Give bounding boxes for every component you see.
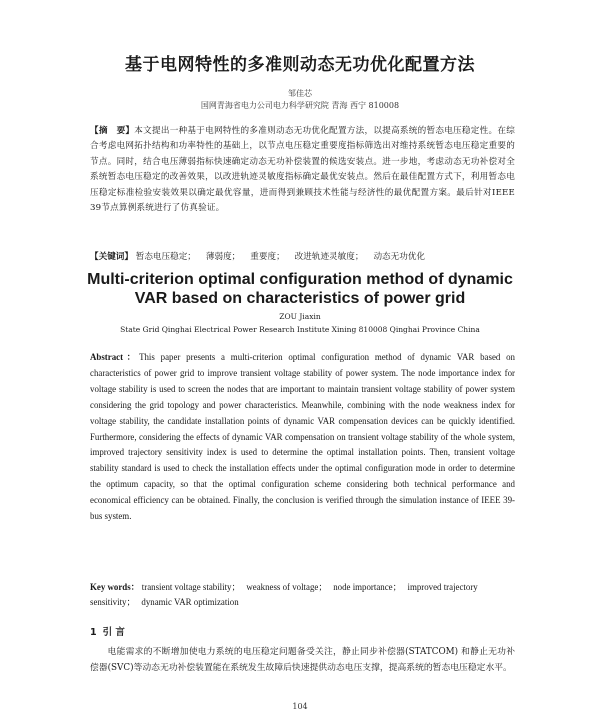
english-keyword: weakness of voltage； (246, 582, 328, 592)
chinese-author: 邹佳芯 (288, 89, 312, 98)
chinese-affiliation: 国网青海省电力公司电力科学研究院 青海 西宁 810008 (200, 101, 400, 110)
section-heading (90, 624, 125, 638)
chinese-abstract (90, 124, 515, 216)
chinese-keywords-label: 【关键词】 (90, 252, 133, 262)
chinese-title: 基于电网特性的多准则动态无功优化配置方法 (125, 55, 475, 75)
english-author: ZOU Jiaxin (279, 312, 321, 321)
english-abstract-text: This paper presents a multi-criterion optimal configuration method of dynamic VAR based on characteristics of power grid to improve transient voltage stability of power system. The node importance index for voltage stability is used to screen the nodes that are important to maintain transient voltage stability of power system considering the grid topology and power characteristics. Meanwhile, combining with the node weakness index for voltage stability, the candidate installation points of dynamic VAR compensation devices can be quickly identified. Furthermore, considering the effects of dynamic VAR compensation on transient voltage stability of the whole system, improved trajectory sensitivity index is used to determine the optimal installation points. Then, transient voltage stability standard is used to check the installation effects under the optimal configuration mode in order to determine the optimum capacity, so that the optimal configuration scheme considering both technical performance and economical efficiency can be obtained. Finally, the conclusion is verified through the simulation instance of IEEE 39-bus system. (90, 352, 515, 522)
chinese-keyword: 改进轨迹灵敏度； (294, 252, 364, 262)
english-abstract (90, 350, 515, 525)
english-keyword: node importance； (333, 582, 402, 592)
section-title: 引 言 (102, 627, 125, 638)
english-title-line-1: Multi-criterion optimal configuration method of dynamic (87, 271, 513, 288)
english-keywords-label: Key words： (90, 582, 140, 592)
chinese-abstract-label: 【摘 要】 (90, 126, 135, 136)
chinese-keyword: 动态无功优化 (373, 252, 426, 262)
page-number: 104 (292, 702, 308, 711)
body-paragraph: 电能需求的不断增加使电力系统的电压稳定问题备受关注，静止同步补偿器(STATCOM) 和静止无功补偿器(SVC)等动态无功补偿装置能在系统发生故障后快速提供动态电压支撑，提高系统的暂态电压稳定水平。 (90, 647, 515, 673)
chinese-abstract-text: 本文提出一种基于电网特性的多准则动态无功优化配置方法，以提高系统的暂态电压稳定性。在综合考虑电网拓扑结构和功率特性的基础上，以节点电压稳定重要度指标筛选出对维持系统暂态电压稳定重要的节点。同时，结合电压薄弱指标快速确定动态无功补偿装置的候选安装点。进一步地，考虑动态无功补偿对全系统暂态电压稳定的改善效果，以改进轨迹灵敏度指标确定最优安装点。然后在最佳配置方式下，利用暂态电压稳定标准检验安装效果以确定最优容量，进而得到兼顾技术性能与经济性的最优配置方案。最后针对IEEE 39节点算例系统进行了仿真验证。 (90, 126, 515, 214)
section-number: 1 (90, 627, 97, 638)
chinese-keyword: 重要度； (250, 252, 285, 262)
chinese-keyword: 薄弱度； (205, 252, 241, 262)
english-keyword: transient voltage stability； (141, 582, 241, 592)
chinese-keyword: 暂态电压稳定； (135, 252, 196, 262)
english-affiliation: State Grid Qinghai Electrical Power Research Institute Xining 810008 Qinghai Province China (120, 325, 480, 334)
english-title (0, 270, 600, 308)
english-keywords (90, 580, 515, 610)
chinese-keywords (90, 250, 515, 264)
english-abstract-label: Abstract： (90, 352, 140, 362)
english-keyword: improved trajectory sensitivity； (90, 582, 478, 607)
english-title-line-2: VAR based on characteristics of power grid (134, 290, 466, 307)
english-keyword: dynamic VAR optimization (141, 597, 239, 607)
